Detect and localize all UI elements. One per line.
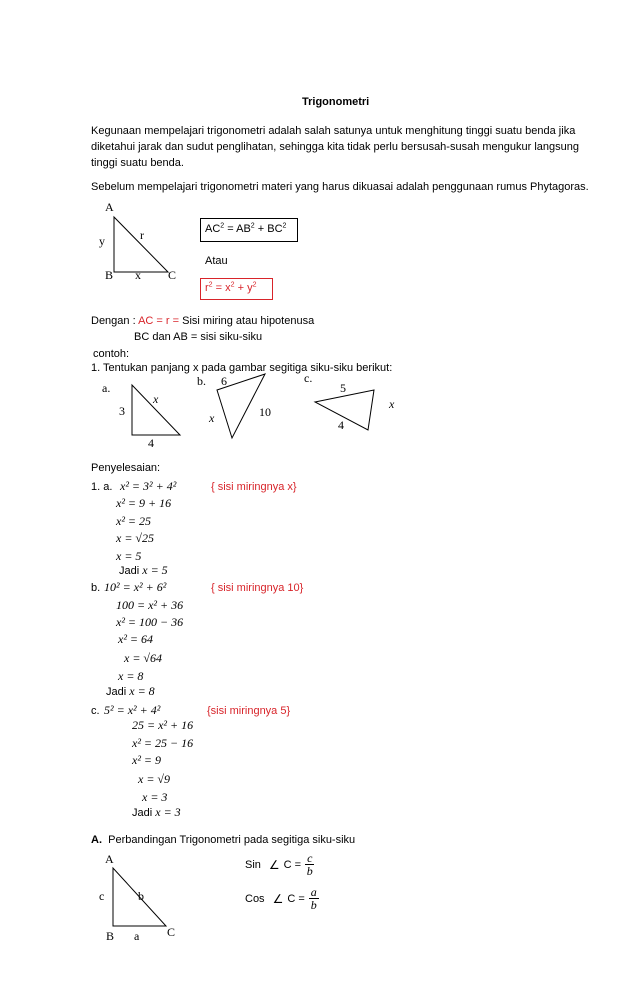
sol-b-line-2: 100 = x² + 36 (116, 598, 184, 612)
intro-line-3: tinggi suatu benda. (91, 157, 184, 169)
sol-a-label: 1. a. (91, 481, 113, 493)
section-a-heading: A. Perbandingan Trigonometri pada segitiga siku-siku (91, 834, 356, 846)
intro-line-2: diketahui jarak dan sudut penglihatan, sehingga kita tidak perlu bersusah-susah mengukur langsung (91, 141, 579, 153)
example-a-label: a. (102, 381, 111, 395)
sol-b-jadi: Jadi x = 8 (106, 684, 155, 698)
vertex-a-label: A (105, 200, 114, 214)
intro-line-1: Kegunaan mempelajari trigonometri adalah salah satunya untuk menghitung tinggi suatu benda jika (91, 125, 576, 137)
example-b-label: b. (197, 374, 206, 388)
sol-c-note: {sisi miringnya 5} (207, 705, 291, 717)
example-c-bottom: 4 (338, 418, 344, 432)
sol-b-note: { sisi miringnya 10} (211, 582, 304, 594)
atau-label: Atau (205, 255, 228, 267)
ratio-vertex-a: A (105, 852, 114, 866)
sol-c-line-6: x = 3 (142, 790, 168, 804)
sol-a-note: { sisi miringnya x} (211, 481, 297, 493)
dengan-line: Dengan : AC = r = Sisi miring atau hipotenusa (91, 315, 315, 327)
cos-ratio: Cos ∠ C = $\frac{a}{b}$ (245, 885, 317, 912)
ratio-vertex-b: B (106, 929, 115, 943)
angle-icon: ∠ (268, 857, 280, 872)
vertex-b-label: B (105, 268, 114, 282)
example-c-right: x (389, 397, 395, 411)
question-text: 1. Tentukan panjang x pada gambar segitiga siku-siku berikut: (91, 362, 393, 374)
sol-a-jadi: Jadi x = 5 (119, 563, 168, 577)
example-a-left: 3 (119, 404, 125, 418)
bc-ab-line: BC dan AB = sisi siku-siku (134, 331, 263, 343)
sin-ratio: Sin ∠ C = $\frac{c}{b}$ (245, 851, 313, 878)
sol-b-line-1: 10² = x² + 6² (104, 580, 167, 594)
sol-b-line-6: x = 8 (118, 669, 144, 683)
vertex-c-label: C (168, 268, 177, 282)
sol-c-line-5: x = √9 (138, 772, 171, 786)
page-title: Trigonometri (302, 96, 370, 108)
example-c-top: 5 (340, 381, 346, 395)
side-y-label: y (99, 234, 105, 248)
ratio-side-c: c (99, 889, 105, 903)
angle-icon: ∠ (272, 891, 284, 906)
sol-b-line-3: x² = 100 − 36 (116, 615, 184, 629)
example-b-left: x (209, 411, 215, 425)
sol-b-line-4: x² = 64 (118, 632, 154, 646)
example-a-bottom: 4 (148, 436, 154, 450)
contoh-label: contoh: (93, 348, 130, 360)
sol-a-line-3: x² = 25 (116, 514, 152, 528)
sol-c-label: c. (91, 705, 100, 717)
sol-c-line-3: x² = 25 − 16 (132, 736, 194, 750)
sol-a-line-4: x = √25 (116, 531, 155, 545)
side-x-label: x (135, 268, 141, 282)
side-r-label: r (140, 228, 144, 242)
solution-header: Penyelesaian: (91, 462, 161, 474)
alt-formula: $r^2 = x^2 + y^2$ (205, 281, 257, 294)
example-c-label: c. (304, 371, 313, 385)
sol-c-line-1: 5² = x² + 4² (104, 703, 161, 717)
sol-a-line-2: x² = 9 + 16 (116, 496, 172, 510)
example-b-right: 10 (259, 405, 271, 419)
sol-a-line-5: x = 5 (116, 549, 142, 563)
sol-b-label: b. (91, 582, 101, 594)
sol-b-line-5: x = √64 (124, 651, 163, 665)
sol-c-line-4: x² = 9 (132, 753, 162, 767)
sol-c-line-2: 25 = x² + 16 (132, 718, 194, 732)
ratio-vertex-c: C (167, 925, 176, 939)
example-a-hyp: x (153, 392, 159, 406)
pythagoras-formula: $AC^2 = AB^2 + BC^2$ (205, 222, 287, 235)
example-b-top: 6 (221, 374, 227, 388)
sol-a-line-1: x² = 3² + 4² (120, 479, 177, 493)
prerequisite-text: Sebelum mempelajari trigonometri materi yang harus dikuasai adalah penggunaan rumus Phytagoras. (91, 181, 589, 193)
sol-c-jadi: Jadi x = 3 (132, 805, 181, 819)
ratio-side-b: b (138, 889, 144, 903)
ratio-side-a: a (134, 929, 140, 943)
